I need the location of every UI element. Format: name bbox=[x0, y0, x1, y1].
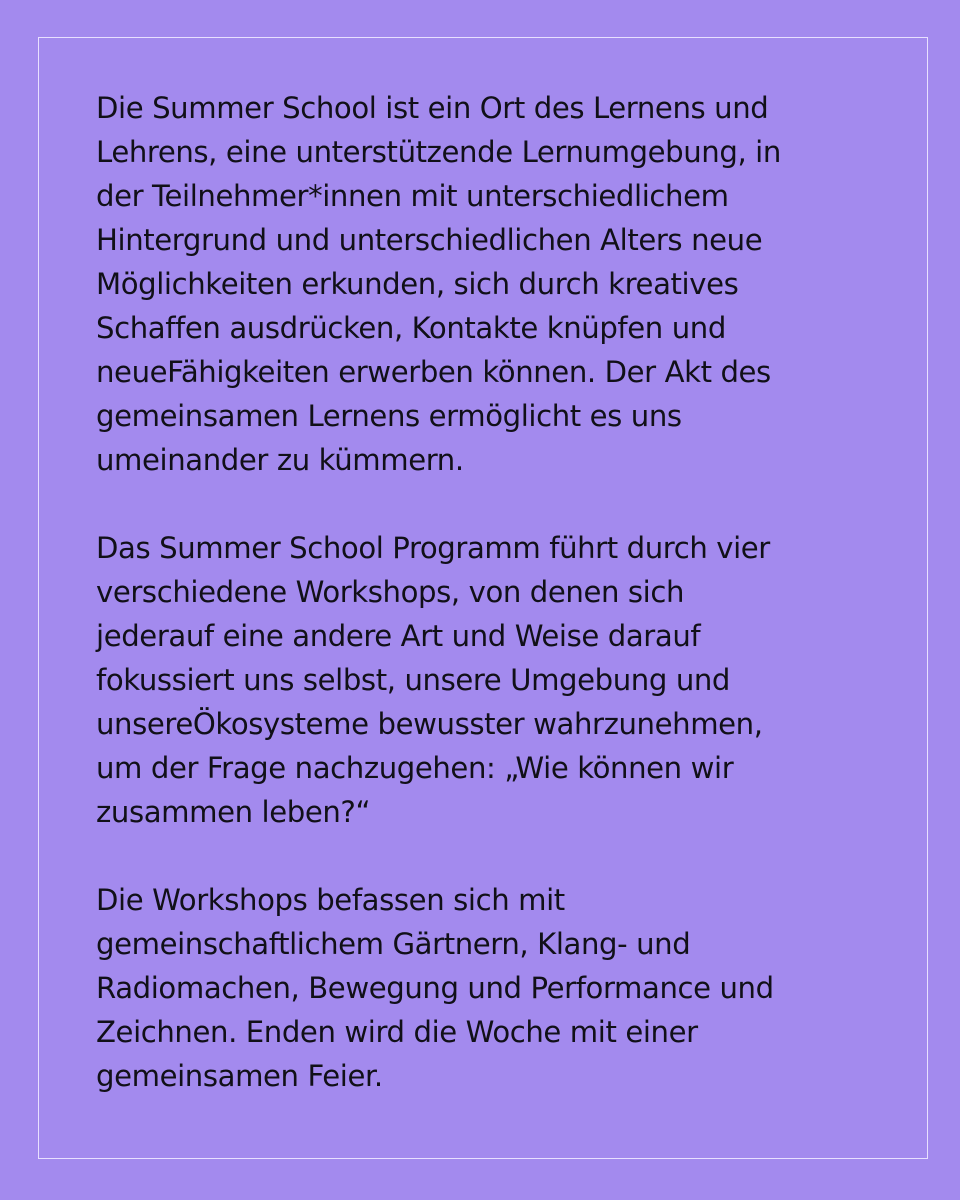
text-line: um der Frage nachzugehen: „Wie können wir bbox=[96, 751, 734, 785]
paragraph-program bbox=[96, 526, 896, 834]
text-line: zusammen leben?“ bbox=[96, 795, 371, 829]
paragraph-intro bbox=[96, 86, 896, 482]
paragraph-workshops bbox=[96, 878, 896, 1098]
text-line: Zeichnen. Enden wird die Woche mit einer bbox=[96, 1015, 698, 1049]
text-line: Radiomachen, Bewegung und Performance und bbox=[96, 971, 774, 1005]
text-line: gemeinsamen Feier. bbox=[96, 1059, 383, 1093]
text-line: der Teilnehmer*innen mit unterschiedlichem bbox=[96, 179, 729, 213]
text-line: Die Workshops befassen sich mit bbox=[96, 883, 565, 917]
paragraph-spacer bbox=[96, 482, 896, 526]
text-line: unsereÖkosysteme bewusster wahrzunehmen, bbox=[96, 707, 763, 741]
paragraph-spacer bbox=[96, 834, 896, 878]
text-line: gemeinsamen Lernens ermöglicht es uns bbox=[96, 399, 682, 433]
text-line: Das Summer School Programm führt durch vier bbox=[96, 531, 770, 565]
text-line: jederauf eine andere Art und Weise darauf bbox=[96, 619, 701, 653]
text-line: Hintergrund und unterschiedlichen Alters neue bbox=[96, 223, 763, 257]
text-line: Die Summer School ist ein Ort des Lernens und bbox=[96, 91, 769, 125]
text-body bbox=[96, 86, 896, 1098]
text-line: gemeinschaftlichem Gärtnern, Klang- und bbox=[96, 927, 691, 961]
text-line: Lehrens, eine unterstützende Lernumgebung, in bbox=[96, 135, 781, 169]
text-line: verschiedene Workshops, von denen sich bbox=[96, 575, 685, 609]
text-line: umeinander zu kümmern. bbox=[96, 443, 464, 477]
text-line: Schaffen ausdrücken, Kontakte knüpfen und bbox=[96, 311, 726, 345]
text-line: Möglichkeiten erkunden, sich durch kreatives bbox=[96, 267, 739, 301]
text-line: fokussiert uns selbst, unsere Umgebung und bbox=[96, 663, 731, 697]
text-line: neueFähigkeiten erwerben können. Der Akt des bbox=[96, 355, 771, 389]
